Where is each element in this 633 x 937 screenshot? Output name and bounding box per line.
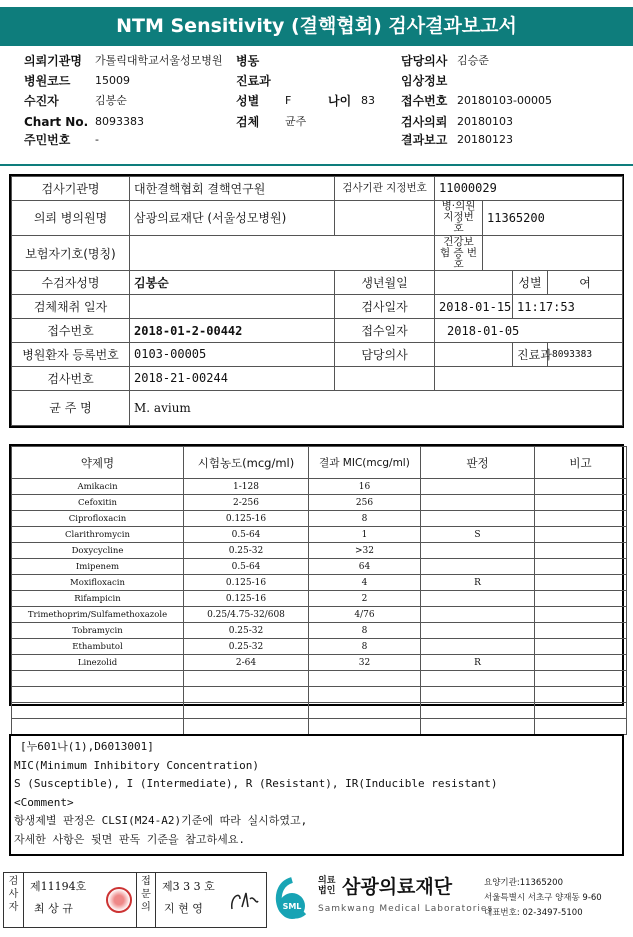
req-hospital-label: 의뢰 병의원명 — [12, 200, 130, 235]
empty-row — [12, 687, 627, 703]
specimen-label: 검체 — [236, 115, 260, 129]
receipt-no-label: 접수번호 — [401, 94, 448, 108]
drug-cell-note — [535, 575, 627, 591]
drug-cell-drug: Moxifloxacin — [12, 575, 184, 591]
drug-cell-range: 0.25/4.75-32/608 — [184, 607, 309, 623]
drug-cell-drug — [12, 703, 184, 719]
rrn-value: - — [95, 133, 99, 146]
drug-cell-mic — [309, 703, 421, 719]
test-no-spacer — [335, 366, 435, 390]
drug-cell-range: 2-64 — [184, 655, 309, 671]
dept-cell-value: 8093383 — [548, 342, 623, 366]
sex-cell-value: 여 — [548, 271, 623, 295]
test-time-value: 11:17:53 — [513, 295, 623, 319]
drug-cell-note — [535, 719, 627, 735]
comment-code: [누601나(1),D6013001] — [20, 740, 154, 753]
drug-cell-range: 0.125-16 — [184, 575, 309, 591]
drug-cell-note — [535, 655, 627, 671]
comment-line-3: <Comment> — [14, 795, 74, 809]
drug-cell-drug — [12, 719, 184, 735]
request-label: 검사의뢰 — [401, 115, 448, 129]
drug-cell-range — [184, 671, 309, 687]
drug-cell-mic: 16 — [309, 479, 421, 495]
drug-row — [12, 623, 627, 639]
org-info — [484, 876, 602, 921]
drug-cell-note — [535, 623, 627, 639]
drug-cell-range: 1-128 — [184, 479, 309, 495]
drug-cell-drug — [12, 687, 184, 703]
drug-cell-interp — [421, 511, 535, 527]
drug-cell-interp — [421, 671, 535, 687]
sex-value: F — [285, 94, 292, 107]
org-english-name: Samkwang Medical Laboratories — [318, 904, 494, 914]
report-title: NTM Sensitivity (결핵협회) 검사결과보고서 — [0, 7, 633, 46]
drug-row — [12, 527, 627, 543]
drug-cell-drug: Amikacin — [12, 479, 184, 495]
drug-cell-note — [535, 479, 627, 495]
chart-value: 8093383 — [95, 115, 144, 128]
drug-cell-range: 0.25-32 — [184, 543, 309, 559]
req-code-value: 11365200 — [483, 200, 623, 235]
drug-cell-mic: 2 — [309, 591, 421, 607]
patient-name-value: 김봉순 — [130, 271, 335, 295]
drug-cell-range: 2-256 — [184, 495, 309, 511]
drug-cell-interp — [421, 623, 535, 639]
dept-cell-label: 진료과 — [513, 342, 548, 366]
chart-label: Chart No. — [24, 115, 89, 129]
health-label: 건강보험 증 번 호 — [435, 236, 483, 271]
test-no-spacer-right — [435, 366, 623, 390]
sex-label: 성별 — [236, 94, 260, 108]
drug-cell-drug: Tobramycin — [12, 623, 184, 639]
doctor-cell-value — [435, 342, 513, 366]
institution-label: 의뢰기관명 — [24, 54, 82, 68]
drug-cell-drug: Ethambutol — [12, 639, 184, 655]
sml-logo-text: SML — [282, 902, 302, 911]
drug-cell-range — [184, 687, 309, 703]
collect-value — [130, 295, 335, 319]
report-header — [0, 52, 633, 164]
range-header: 시험농도(mcg/ml) — [184, 447, 309, 479]
reviewer-name: 지 현 영 — [164, 902, 203, 915]
req-code-label: 병·의원 지정번호 — [435, 200, 483, 235]
drug-cell-mic: 32 — [309, 655, 421, 671]
drug-cell-note — [535, 543, 627, 559]
drug-cell-note — [535, 639, 627, 655]
drug-cell-interp — [421, 559, 535, 575]
drug-cell-interp — [421, 479, 535, 495]
drug-cell-note — [535, 559, 627, 575]
drug-cell-interp — [421, 495, 535, 511]
empty-row — [12, 703, 627, 719]
drug-row — [12, 559, 627, 575]
org-info-line-3: 대표번호: 02-3497-5100 — [484, 908, 583, 918]
reg-label: 병원환자 등록번호 — [12, 342, 130, 366]
drug-cell-interp — [421, 591, 535, 607]
drug-cell-interp — [421, 719, 535, 735]
drug-cell-interp — [421, 639, 535, 655]
drug-header: 약제명 — [12, 447, 184, 479]
patient-value: 김봉순 — [95, 94, 127, 107]
drug-cell-interp: R — [421, 575, 535, 591]
drug-row — [12, 511, 627, 527]
receipt-date-label: 접수일자 — [335, 319, 435, 343]
receipt-no-value: 20180103-00005 — [457, 94, 552, 107]
receipt-date-value: 2018-01-05 — [435, 319, 623, 343]
drug-cell-interp: R — [421, 655, 535, 671]
drug-row — [12, 607, 627, 623]
drug-cell-note — [535, 671, 627, 687]
receipt-value: 2018-01-2-00442 — [130, 319, 335, 343]
request-value: 20180103 — [457, 115, 513, 128]
note-header: 비고 — [535, 447, 627, 479]
drug-cell-mic: 8 — [309, 639, 421, 655]
test-no-label: 검사번호 — [12, 366, 130, 390]
interp-header: 판정 — [421, 447, 535, 479]
drug-cell-mic: 1 — [309, 527, 421, 543]
empty-row — [12, 671, 627, 687]
drug-cell-drug: Cefoxitin — [12, 495, 184, 511]
drug-cell-drug — [12, 671, 184, 687]
req-hospital-value: 삼광의료재단 (서울성모병원) — [130, 200, 335, 235]
birth-value — [435, 271, 513, 295]
drug-cell-drug: Doxycycline — [12, 543, 184, 559]
drug-cell-note — [535, 687, 627, 703]
req-spacer — [335, 200, 435, 235]
drug-cell-range: 0.125-16 — [184, 591, 309, 607]
tester-seal-icon — [106, 887, 132, 913]
header-divider — [0, 164, 633, 166]
report-date-value: 20180123 — [457, 133, 513, 146]
doctor-label: 담당의사 — [401, 54, 448, 68]
lab-name-value: 대한결핵협회 결핵연구원 — [130, 177, 335, 201]
organism-label: 균 주 명 — [12, 390, 130, 425]
test-no-value: 2018-21-00244 — [130, 366, 335, 390]
drug-row — [12, 575, 627, 591]
clinical-label: 임상정보 — [401, 74, 448, 88]
org-info-line-1: 요양기관:11365200 — [484, 878, 563, 888]
reviewer-signature-icon — [226, 883, 262, 919]
drug-cell-mic — [309, 719, 421, 735]
ward-label: 병동 — [236, 54, 260, 68]
reviewer-label-text: 접문의 — [141, 876, 151, 913]
drug-cell-drug: Trimethoprim/Sulfamethoxazole — [12, 607, 184, 623]
sex-cell-label: 성별 — [513, 271, 548, 295]
hospital-code-value: 15009 — [95, 74, 130, 87]
age-value: 83 — [361, 94, 375, 107]
doctor-value: 김승준 — [457, 54, 489, 67]
drug-row — [12, 591, 627, 607]
comment-line-2: S (Susceptible), I (Intermediate), R (Resistant), IR(Inducible resistant) — [14, 777, 498, 790]
signature-box — [3, 872, 267, 928]
drug-cell-interp — [421, 543, 535, 559]
comment-line-4: 항생제별 판정은 CLSI(M24-A2)기준에 따라 실시하였고, — [14, 814, 308, 827]
drug-cell-mic — [309, 687, 421, 703]
drug-cell-mic — [309, 671, 421, 687]
drug-row — [12, 495, 627, 511]
lab-code-label: 검사기관 지정번호 — [335, 177, 435, 201]
comment-line-1: MIC(Minimum Inhibitory Concentration) — [14, 758, 260, 772]
drug-cell-drug: Imipenem — [12, 559, 184, 575]
drug-table — [9, 444, 624, 706]
drug-cell-mic: 4 — [309, 575, 421, 591]
drug-cell-mic: 256 — [309, 495, 421, 511]
drug-cell-mic: 8 — [309, 623, 421, 639]
comment-line-5: 자세한 사항은 뒷면 판독 기준을 참고하세요. — [14, 832, 246, 846]
drug-cell-range — [184, 719, 309, 735]
org-info-line-2: 서울특별시 서초구 양재동 9-60 — [484, 893, 602, 903]
test-date-value: 2018-01-15 — [435, 295, 513, 319]
drug-cell-range: 0.125-16 — [184, 511, 309, 527]
drug-cell-mic: 64 — [309, 559, 421, 575]
drug-cell-drug: Rifampicin — [12, 591, 184, 607]
lab-code-value: 11000029 — [435, 177, 623, 201]
drug-cell-note — [535, 495, 627, 511]
organism-value: M. avium — [130, 390, 623, 425]
tester-label — [4, 873, 24, 927]
doctor-cell-label: 담당의사 — [335, 342, 435, 366]
institution-value: 가톨릭대학교서울성모병원 — [95, 54, 223, 67]
drug-cell-note — [535, 591, 627, 607]
drug-cell-range: 0.25-32 — [184, 639, 309, 655]
insured-value — [130, 236, 435, 271]
patient-name-label: 수검자성명 — [12, 271, 130, 295]
patient-label: 수진자 — [24, 94, 59, 108]
drug-row — [12, 543, 627, 559]
reviewer-label — [136, 873, 156, 927]
drug-cell-interp: S — [421, 527, 535, 543]
drug-cell-drug: Linezolid — [12, 655, 184, 671]
drug-cell-drug: Ciprofloxacin — [12, 511, 184, 527]
info-table — [9, 174, 624, 428]
drug-row — [12, 655, 627, 671]
tester-no: 제11194호 — [30, 880, 87, 893]
age-label: 나이 — [328, 94, 352, 108]
drug-rows — [12, 479, 627, 735]
dept-label: 진료과 — [236, 74, 271, 88]
lab-name-label: 검사기관명 — [12, 177, 130, 201]
drug-cell-drug: Clarithromycin — [12, 527, 184, 543]
drug-row — [12, 639, 627, 655]
tester-label-text: 검사자 — [8, 876, 19, 913]
birth-label: 생년월일 — [335, 271, 435, 295]
specimen-value: 균주 — [285, 115, 307, 128]
receipt-label: 접수번호 — [12, 319, 130, 343]
drug-cell-note — [535, 703, 627, 719]
drug-cell-mic: 8 — [309, 511, 421, 527]
drug-cell-mic: >32 — [309, 543, 421, 559]
rrn-label: 주민번호 — [24, 133, 71, 147]
report-footer — [0, 870, 633, 932]
drug-cell-note — [535, 607, 627, 623]
drug-cell-range: 0.5-64 — [184, 527, 309, 543]
drug-cell-mic: 4/76 — [309, 607, 421, 623]
org-name: 삼광의료재단 — [342, 876, 453, 898]
mic-header: 결과 MIC(mcg/ml) — [309, 447, 421, 479]
empty-row — [12, 719, 627, 735]
drug-cell-range: 0.25-32 — [184, 623, 309, 639]
report-date-label: 결과보고 — [401, 133, 448, 147]
tester-name: 최 상 규 — [34, 902, 73, 915]
drug-cell-range — [184, 703, 309, 719]
insured-label: 보험자기호(명칭) — [12, 236, 130, 271]
org-prefix: 의료법인 — [318, 876, 336, 896]
drug-cell-note — [535, 511, 627, 527]
comment-box — [9, 734, 624, 856]
drug-row — [12, 479, 627, 495]
hospital-code-label: 병원코드 — [24, 74, 71, 88]
collect-label: 검체채취 일자 — [12, 295, 130, 319]
reg-value: 0103-00005 — [130, 342, 335, 366]
drug-cell-interp — [421, 703, 535, 719]
test-date-label: 검사일자 — [335, 295, 435, 319]
reviewer-no: 제3 3 3 호 — [162, 880, 215, 893]
drug-cell-interp — [421, 687, 535, 703]
drug-cell-note — [535, 527, 627, 543]
drug-cell-range: 0.5-64 — [184, 559, 309, 575]
health-value — [483, 236, 623, 271]
sml-logo-icon — [272, 876, 312, 926]
drug-cell-interp — [421, 607, 535, 623]
